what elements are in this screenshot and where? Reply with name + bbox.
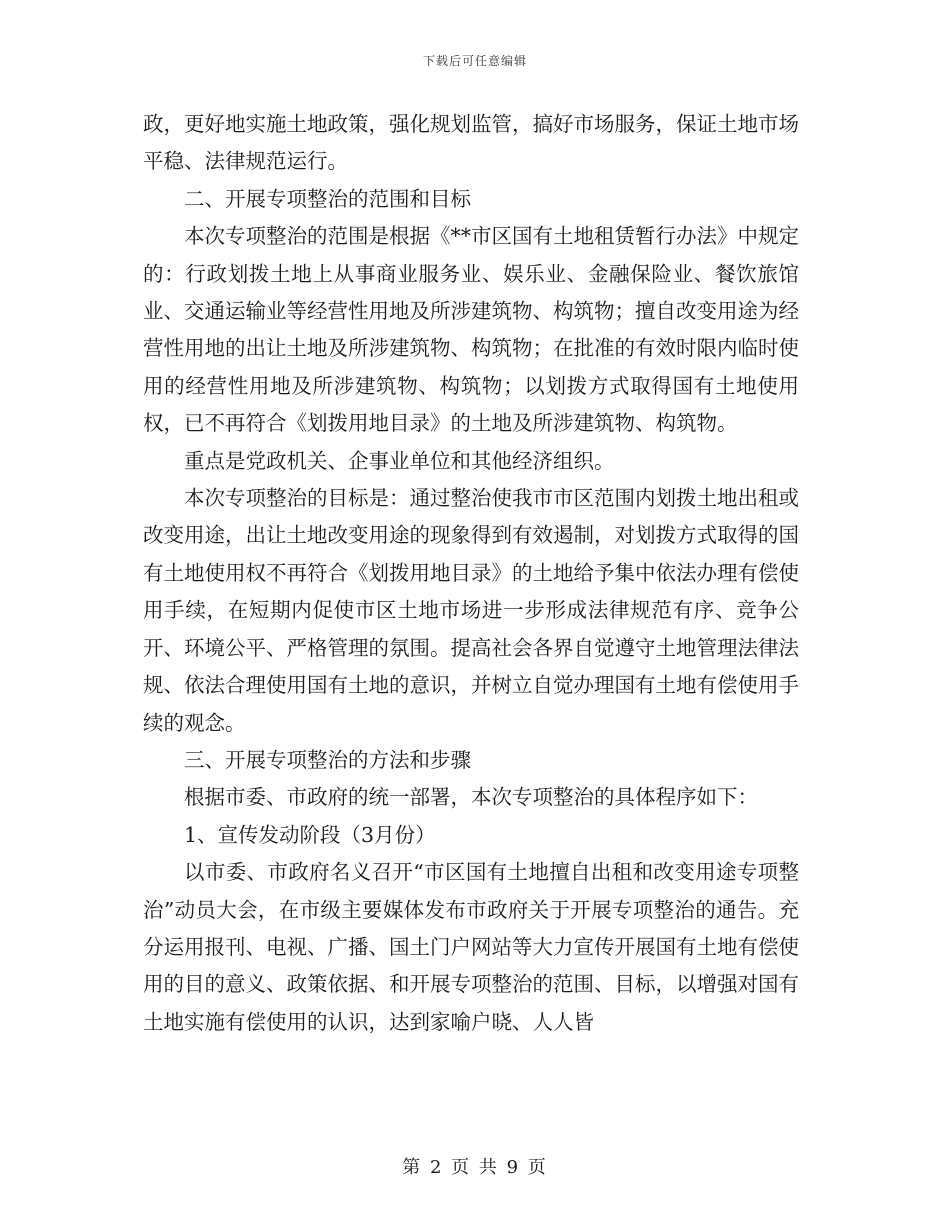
paragraph-publicity: 以市委、市政府名义召开“市区国有土地擅自出租和改变用途专项整治”动员大会，在市级主要媒体发布市政府关于开展专项整治的通告。充分运用报刊、电视、广播、国土门户网站等大力宣传开展国有土地有偿使用的目的意义、政策依据、和开展专项整治的范围、目标，以增强对国有土地实施有偿使用的认识，达到家喻户晓、人人皆	[143, 860, 799, 1034]
paragraph-procedure: 根据市委、市政府的统一部署，本次专项整治的具体程序如下：	[184, 785, 758, 810]
paragraph-goal: 本次专项整治的目标是：通过整治使我市市区范围内划拨土地出租或改变用途，出让土地改变用途的现象得到有效遏制，对划拨方式取得的国有土地使用权不再符合《划拨用地目录》的土地给予集中依法办理有偿使用手续，在短期内促使市区土地市场进一步形成法律规范有序、竞争公开、环境公平、严格管理的氛围。提高社会各界自觉遵守土地管理法律法规、依法合理使用国有土地的意识，并树立自觉办理国有土地有偿使用手续的观念。	[143, 486, 799, 735]
paragraph-continuation: 政，更好地实施土地政策，强化规划监管，搞好市场服务，保证土地市场平稳、法律规范运行。	[143, 112, 799, 174]
subheading-phase-1: 1、宣传发动阶段（3月份）	[184, 822, 436, 847]
document-body	[143, 106, 799, 1041]
paragraph-scope: 本次专项整治的范围是根据《**市区国有土地租赁暂行办法》中规定的：行政划拨土地上从事商业服务业、娱乐业、金融保险业、餐饮旅馆业、交通运输业等经营性用地及所涉建筑物、构筑物；擅自改变用途为经营性用地的出让土地及所涉建筑物、构筑物；在批准的有效时限内临时使用的经营性用地及所涉建筑物、构筑物；以划拨方式取得国有土地使用权，已不再符合《划拨用地目录》的土地及所涉建筑物、构筑物。	[143, 224, 799, 436]
section-heading-2: 二、开展专项整治的范围和目标	[184, 186, 471, 211]
section-heading-3: 三、开展专项整治的方法和步骤	[184, 747, 471, 772]
page-header: 下载后可任意编辑	[422, 54, 527, 68]
page-footer: 第 2 页 共 9 页	[402, 1157, 548, 1178]
paragraph-focus: 重点是党政机关、企事业单位和其他经济组织。	[184, 448, 615, 473]
